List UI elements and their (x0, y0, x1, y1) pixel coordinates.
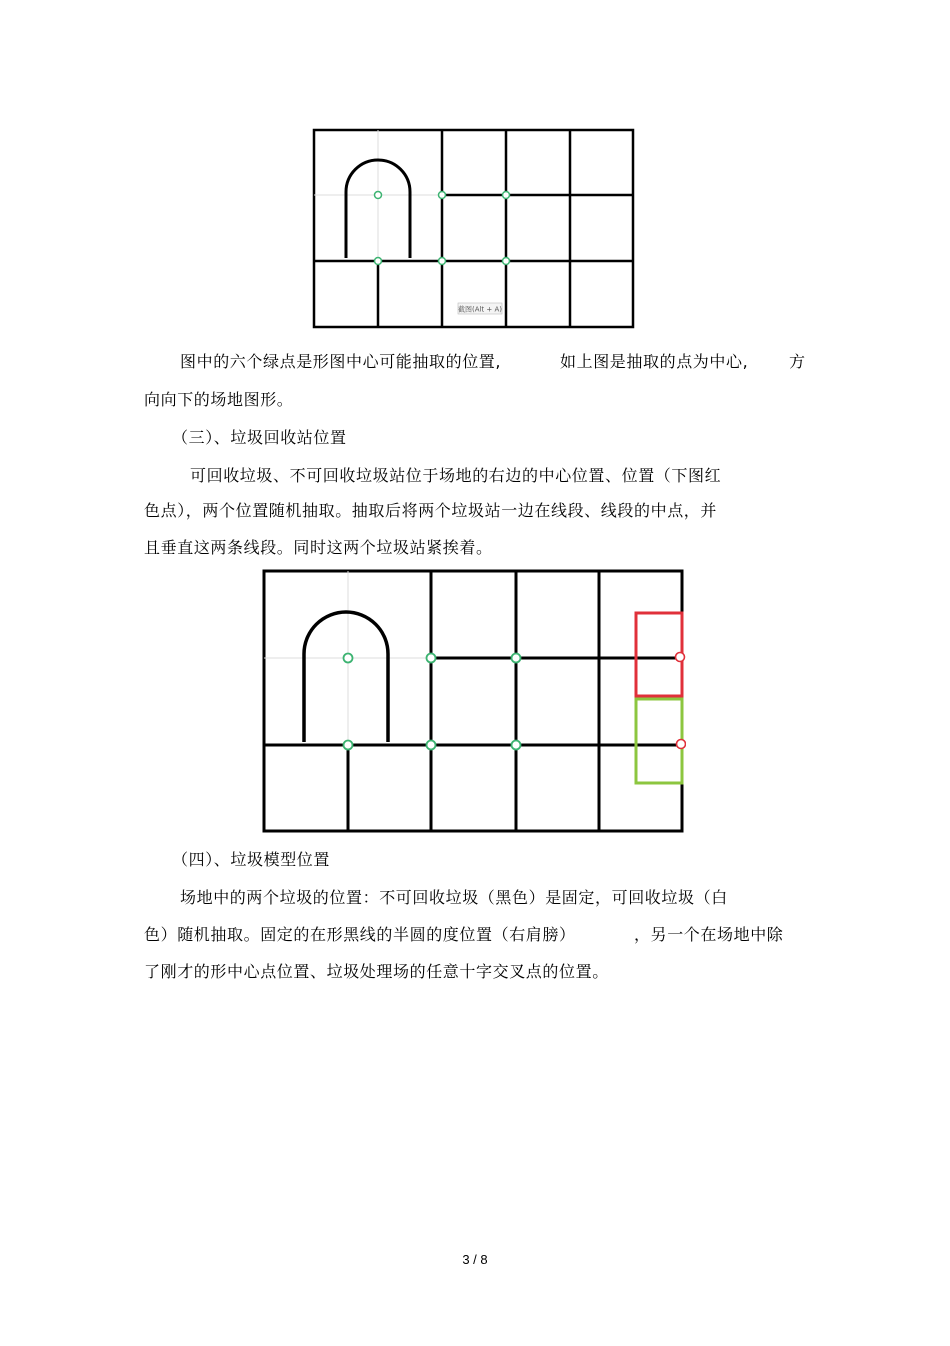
green-point (439, 258, 446, 265)
green-point (427, 654, 436, 663)
field-diagram-1 (312, 128, 636, 330)
text-span: ，另一个在场地中除 (634, 925, 784, 944)
field-border (264, 571, 682, 831)
green-point (344, 654, 353, 663)
paragraph-1-line-1b (560, 352, 748, 372)
paragraph-2-line-1: 可回收垃圾、不可回收垃圾站位于场地的右边的中心位置、位置（下图红 (190, 466, 722, 485)
paragraph-1-line-2: 向向下的场地图形。 (144, 390, 294, 409)
screenshot-tooltip: 截图(Alt + A) (457, 305, 503, 314)
green-point (503, 258, 510, 265)
green-point (344, 741, 353, 750)
green-point (512, 654, 521, 663)
green-garbage-station (636, 699, 682, 783)
paragraph-1-line-1 (180, 352, 501, 372)
red-garbage-station (636, 613, 682, 696)
green-point (439, 192, 446, 199)
paragraph-2-line-2: 色点），两个位置随机抽取。抽取后将两个垃圾站一边在线段、线段的中点，并 (144, 501, 718, 520)
page-number: 3 / 8 (462, 1252, 488, 1267)
red-point (677, 740, 686, 749)
paragraph-2-line-3: 且垂直这两条线段。同时这两个垃圾站紧挨着。 (144, 538, 493, 557)
text-span: 色）随机抽取。固定的在形黑线的半圆的度位置（右肩膀） (144, 925, 576, 944)
paragraph-3-line-2 (144, 925, 576, 945)
section-3-heading: （三）、垃圾回收站位置 (172, 428, 347, 447)
green-point (375, 258, 382, 265)
arch-shape (304, 612, 388, 742)
section-4-heading: （四）、垃圾模型位置 (172, 850, 331, 869)
green-point (503, 192, 510, 199)
paragraph-3-line-2b (634, 925, 783, 945)
text-span: 图中的六个绿点是形图中心可能抽取的位置, (180, 352, 502, 371)
field-border (314, 130, 633, 327)
green-point (427, 741, 436, 750)
red-point (676, 653, 685, 662)
paragraph-3-line-3: 了刚才的形中心点位置、垃圾处理场的任意十字交叉点的位置。 (144, 962, 609, 981)
paragraph-3-line-1: 场地中的两个垃圾的位置：不可回收垃圾（黑色）是固定，可回收垃圾（白 (180, 888, 728, 907)
text-span: 如上图是抽取的点为中心, (560, 352, 749, 371)
text-span: 方 (789, 352, 806, 371)
green-point (512, 741, 521, 750)
green-point (375, 192, 382, 199)
field-diagram-2 (262, 569, 686, 835)
paragraph-1-line-1c (789, 352, 806, 372)
